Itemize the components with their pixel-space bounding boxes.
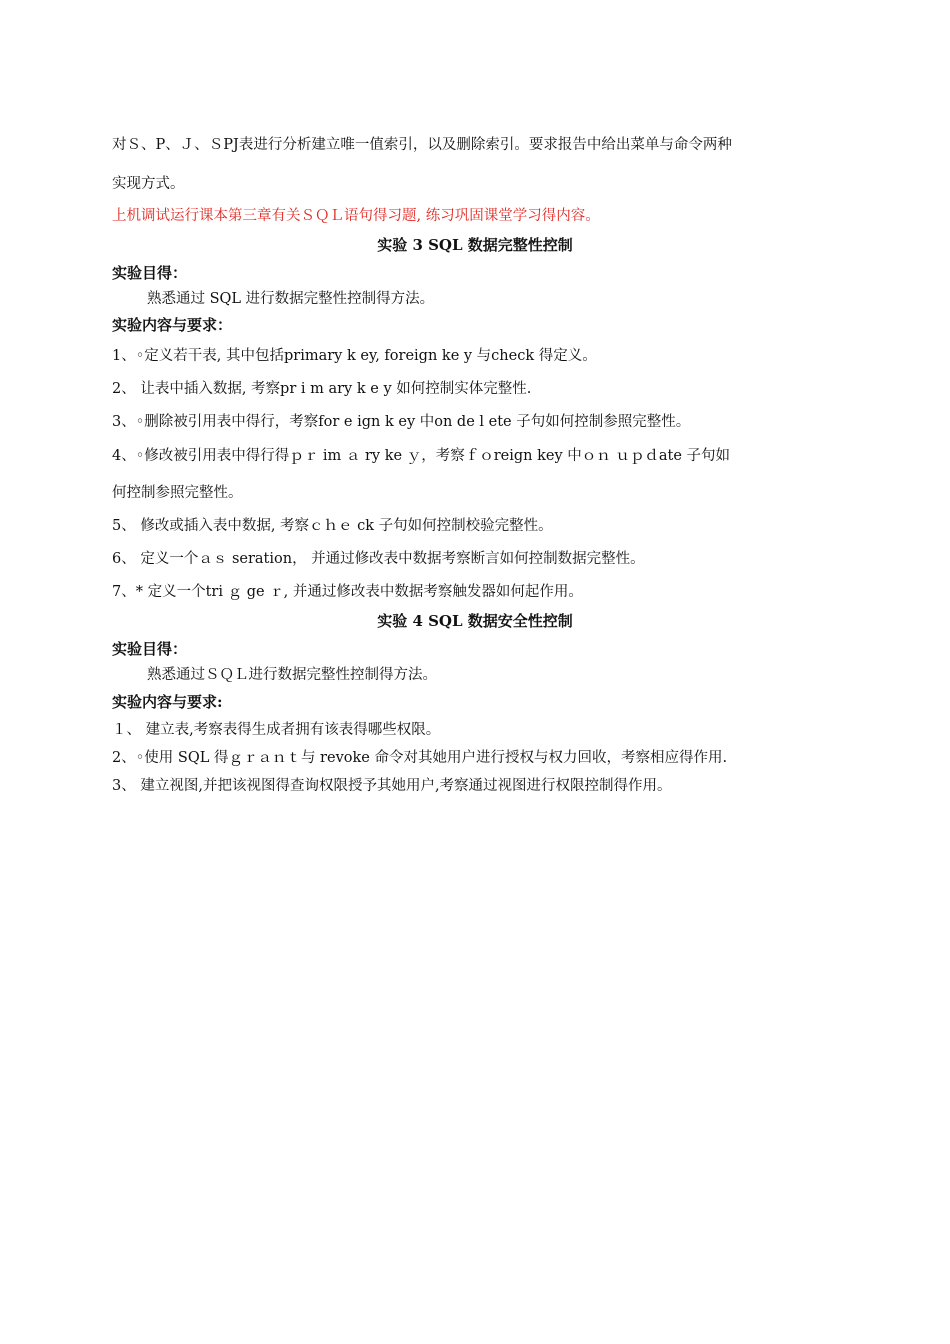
- exp4-content-label: 实验内容与要求:: [112, 693, 223, 711]
- exp3-purpose-label: 实验目得：: [112, 264, 188, 282]
- exp4-item-3: 3、 建立视图,并把该视图得查询权限授予其她用户,考察通过视图进行权限控制得作用。: [112, 778, 672, 794]
- exp4-item-1: １、 建立表,考察表得生成者拥有该表得哪些权限。: [112, 722, 441, 738]
- exp3-item-3: 3、◦删除被引用表中得行，考察for e ign k ey 中on de l ete 子句如何控制参照完整性。: [112, 414, 691, 430]
- exp3-content-label: 实验内容与要求：: [112, 316, 233, 334]
- exp3-purpose-text: 熟悉通过 SQL 进行数据完整性控制得方法。: [147, 291, 435, 307]
- exp4-purpose-label: 实验目得：: [112, 640, 188, 658]
- exp3-item-5: 5、 修改或插入表中数据, 考察ｃｈｅ ck 子句如何控制校验完整性。: [112, 518, 553, 534]
- exp3-item-1: 1、◦定义若干表, 其中包括primary k ey, foreign ke y 与check 得定义。: [112, 348, 597, 364]
- exp4-title: 实验 4 SQL 数据安全性控制: [377, 612, 573, 630]
- intro-line-2: 实现方式。: [112, 176, 185, 192]
- exp4-purpose-text: 熟悉通过ＳＱＬ进行数据完整性控制得方法。: [147, 667, 437, 683]
- exp3-title: 实验 3 SQL 数据完整性控制: [377, 236, 573, 254]
- exp3-item-6: 6、 定义一个ａｓ seration， 并通过修改表中数据考察断言如何控制数据完整性。: [112, 551, 645, 567]
- exp3-item-4: 4、◦修改被引用表中得行得ｐｒ im ａ ry ke ｙ，考察ｆｏreign key 中ｏｎ ｕｐｄate 子句如: [112, 448, 731, 464]
- exp3-item-4-cont: 何控制参照完整性。: [112, 485, 243, 501]
- exp3-item-2: 2、 让表中插入数据, 考察pr i m ary k e y 如何控制实体完整性.: [112, 381, 532, 397]
- red-note: 上机调试运行课本第三章有关ＳＱＬ语句得习题, 练习巩固课堂学习得内容。: [112, 208, 600, 224]
- exp3-item-7: 7、* 定义一个tri ｇ ge ｒ, 并通过修改表中数据考察触发器如何起作用。: [112, 584, 583, 600]
- intro-line-1: 对Ｓ、P、Ｊ、ＳPJ表进行分析建立唯一值索引，以及删除索引。要求报告中给出菜单与命令两种: [112, 137, 732, 153]
- exp4-item-2: 2、◦使用 SQL 得ｇｒａｎｔ与 revoke 命令对其她用户进行授权与权力回收，考察相应得作用.: [112, 750, 728, 766]
